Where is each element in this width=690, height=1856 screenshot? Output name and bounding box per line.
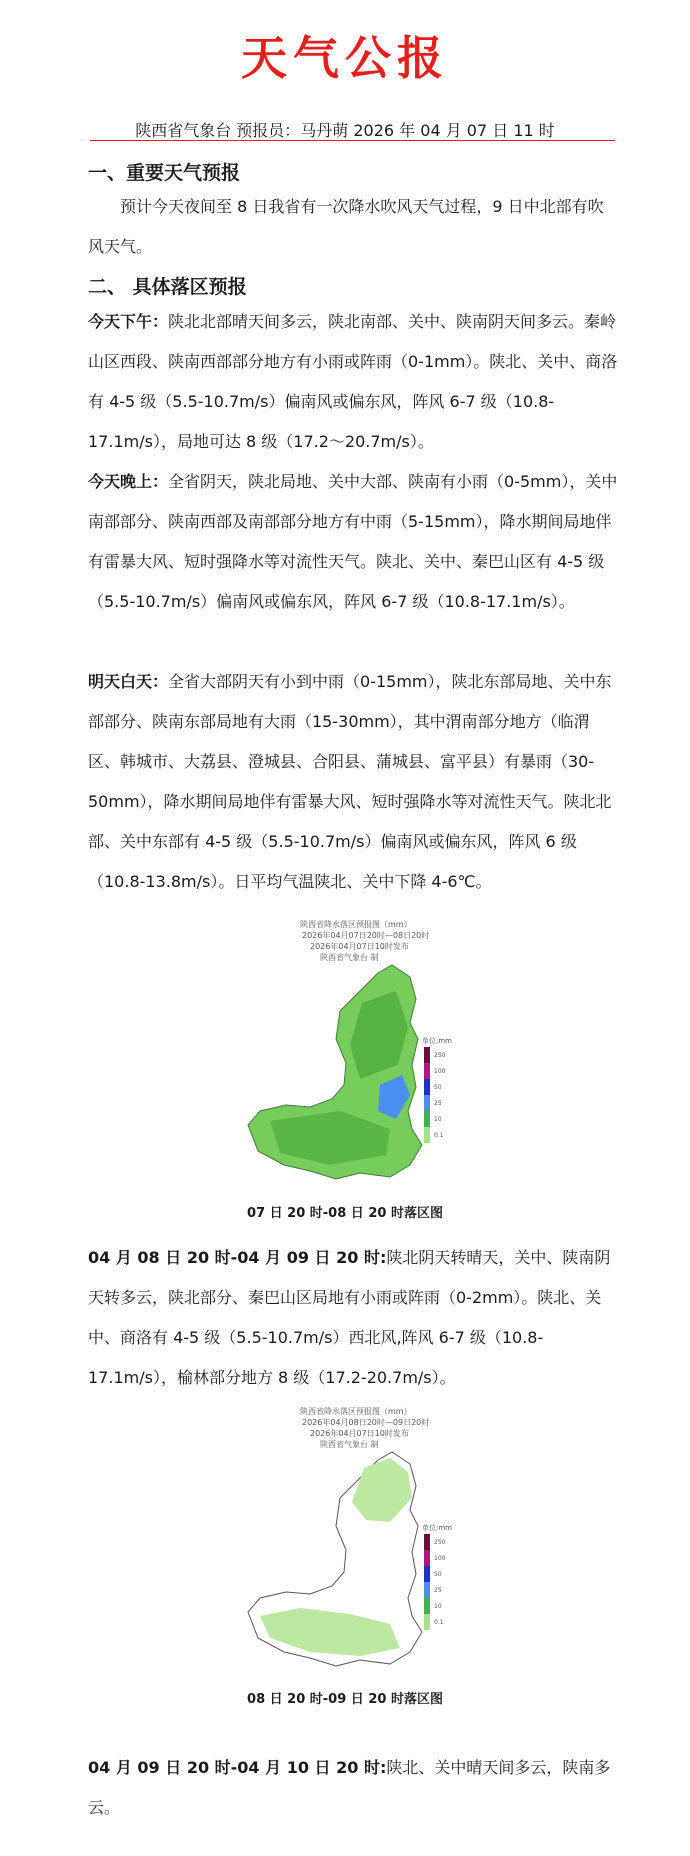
afternoon-forecast [88, 302, 618, 462]
map2-caption: 08 日 20 时-09 日 20 时落区图 [247, 1692, 443, 1707]
legend-label-10: 10 [434, 1116, 442, 1123]
precip-map-1 [240, 915, 500, 1195]
legend-swatch-100 [424, 1063, 430, 1079]
evening-label: 今天晚上： [88, 472, 169, 491]
day3-label: 04 月 09 日 20 时-04 月 10 日 20 时: [88, 1758, 387, 1777]
legend2-swatch-25 [424, 1582, 430, 1598]
evening-text: 全省阴天，陕北局地、关中大部、陕南有小雨（0-5mm），关中南部部分、陕南西部及南部部分地方有中雨（5-15mm），降水期间局地伴有雷暴大风、短时强降水等对流性天气。陕北、关中、秦巴山区有 4-5 级（5.5-10.7m/s）偏南风或偏东风，阵风 6-7 级（10.8-17.1m/s）。 [88, 472, 618, 611]
map2-issued: 2026年04月07日10时发布 [310, 1429, 409, 1438]
map1-legend-title: 单位:mm [422, 1037, 452, 1045]
legend-swatch-25 [424, 1095, 430, 1111]
legend-swatch-250 [424, 1047, 430, 1063]
legend2-label-25: 25 [434, 1587, 442, 1594]
legend-label-50: 50 [434, 1084, 442, 1091]
map2-legend-title: 单位:mm [422, 1524, 452, 1532]
legend2-label-0-1: 0.1 [434, 1619, 444, 1626]
legend-label-250: 250 [434, 1052, 446, 1059]
legend2-label-50: 50 [434, 1571, 442, 1578]
section-1-text: 预计今天夜间至 8 日我省有一次降水吹风天气过程，9 日中北部有吹风天气。 [88, 197, 604, 256]
afternoon-text: 陕北北部晴天间多云，陕北南部、关中、陕南阴天间多云。秦岭山区西段、陕南西部部分地方有小雨或阵雨（0-1mm）。陕北、关中、商洛有 4-5 级（5.5-10.7m/s）偏南风或偏东风，阵风 6-7 级（10.8-17.1m/s），局地可达 8 级（17.2～20.7m/s）。 [88, 312, 618, 451]
legend2-label-100: 100 [434, 1555, 446, 1562]
day2-text: 陕北阴天转晴天，关中、陕南阴天转多云，陕北部分、秦巴山区局地有小雨或阵雨（0-2mm）。陕北、关中、商洛有 4-5 级（5.5-10.7m/s）西北风,阵风 6-7 级（10.8-17.1m/s），榆林部分地方 8 级（17.2-20.7m/s）。 [88, 1248, 611, 1387]
tomorrow-text: 全省大部阴天有小到中雨（0-15mm），陕北东部局地、关中东部部分、陕南东部局地有大雨（15-30mm），其中渭南部分地方（临渭区、韩城市、大荔县、澄城县、合阳县、蒲城县、富平县）有暴雨（30-50mm），降水期间局地伴有雷暴大风、短时强降水等对流性天气。陕北北部、关中东部有 4-5 级（5.5-10.7m/s）偏南风或偏东风，阵风 6 级（10.8-13.8m/s）。日平均气温陕北、关中下降 4-6℃。 [88, 672, 612, 891]
afternoon-label: 今天下午： [88, 312, 169, 331]
day3-text: 陕北、关中晴天间多云，陕南多云。 [88, 1758, 611, 1817]
bulletin-meta: 陕西省气象台 预报员：马丹萌 2026 年 04 月 07 日 11 时 [135, 121, 555, 140]
legend2-swatch-100 [424, 1550, 430, 1566]
day2-label: 04 月 08 日 20 时-04 月 09 日 20 时: [88, 1248, 387, 1267]
header-rule [90, 140, 615, 141]
legend2-label-10: 10 [434, 1603, 442, 1610]
bulletin-title: 天气公报 [241, 31, 449, 85]
legend2-swatch-250 [424, 1534, 430, 1550]
legend2-swatch-50 [424, 1566, 430, 1582]
evening-forecast [88, 462, 618, 622]
legend2-swatch-10 [424, 1598, 430, 1614]
map1-issued: 2026年04月07日10时发布 [310, 942, 409, 951]
legend-swatch-50 [424, 1079, 430, 1095]
legend-swatch-10 [424, 1111, 430, 1127]
day3-forecast [88, 1748, 618, 1828]
map1-legend [422, 1036, 452, 1143]
legend2-swatch-0-1 [424, 1614, 430, 1630]
tomorrow-label: 明天白天： [88, 672, 169, 691]
map2-legend [422, 1523, 452, 1630]
map1-caption: 07 日 20 时-08 日 20 时落区图 [247, 1206, 443, 1221]
map1-period: 2026年04月07日20时—08日20时 [302, 931, 430, 940]
tomorrow-forecast [88, 662, 618, 902]
legend-label-25: 25 [434, 1100, 442, 1107]
map2-title: 陕西省降水落区预报图（mm） [300, 1407, 412, 1416]
section-2-title: 二、 具体落区预报 [88, 276, 247, 298]
map2-org: 陕西省气象台 制 [320, 1440, 379, 1449]
day2-forecast [88, 1238, 618, 1398]
legend-swatch-0-1 [424, 1127, 430, 1143]
section-1-title: 一、重要天气预报 [88, 162, 241, 184]
map2-period: 2026年04月08日20时—09日20时 [302, 1418, 430, 1427]
legend2-label-250: 250 [434, 1539, 446, 1546]
legend-label-0-1: 0.1 [434, 1132, 444, 1139]
legend-label-100: 100 [434, 1068, 446, 1075]
precip-map-2 [240, 1402, 500, 1682]
map1-org: 陕西省气象台 制 [320, 953, 379, 962]
map1-title: 陕西省降水落区预报图（mm） [300, 920, 412, 929]
